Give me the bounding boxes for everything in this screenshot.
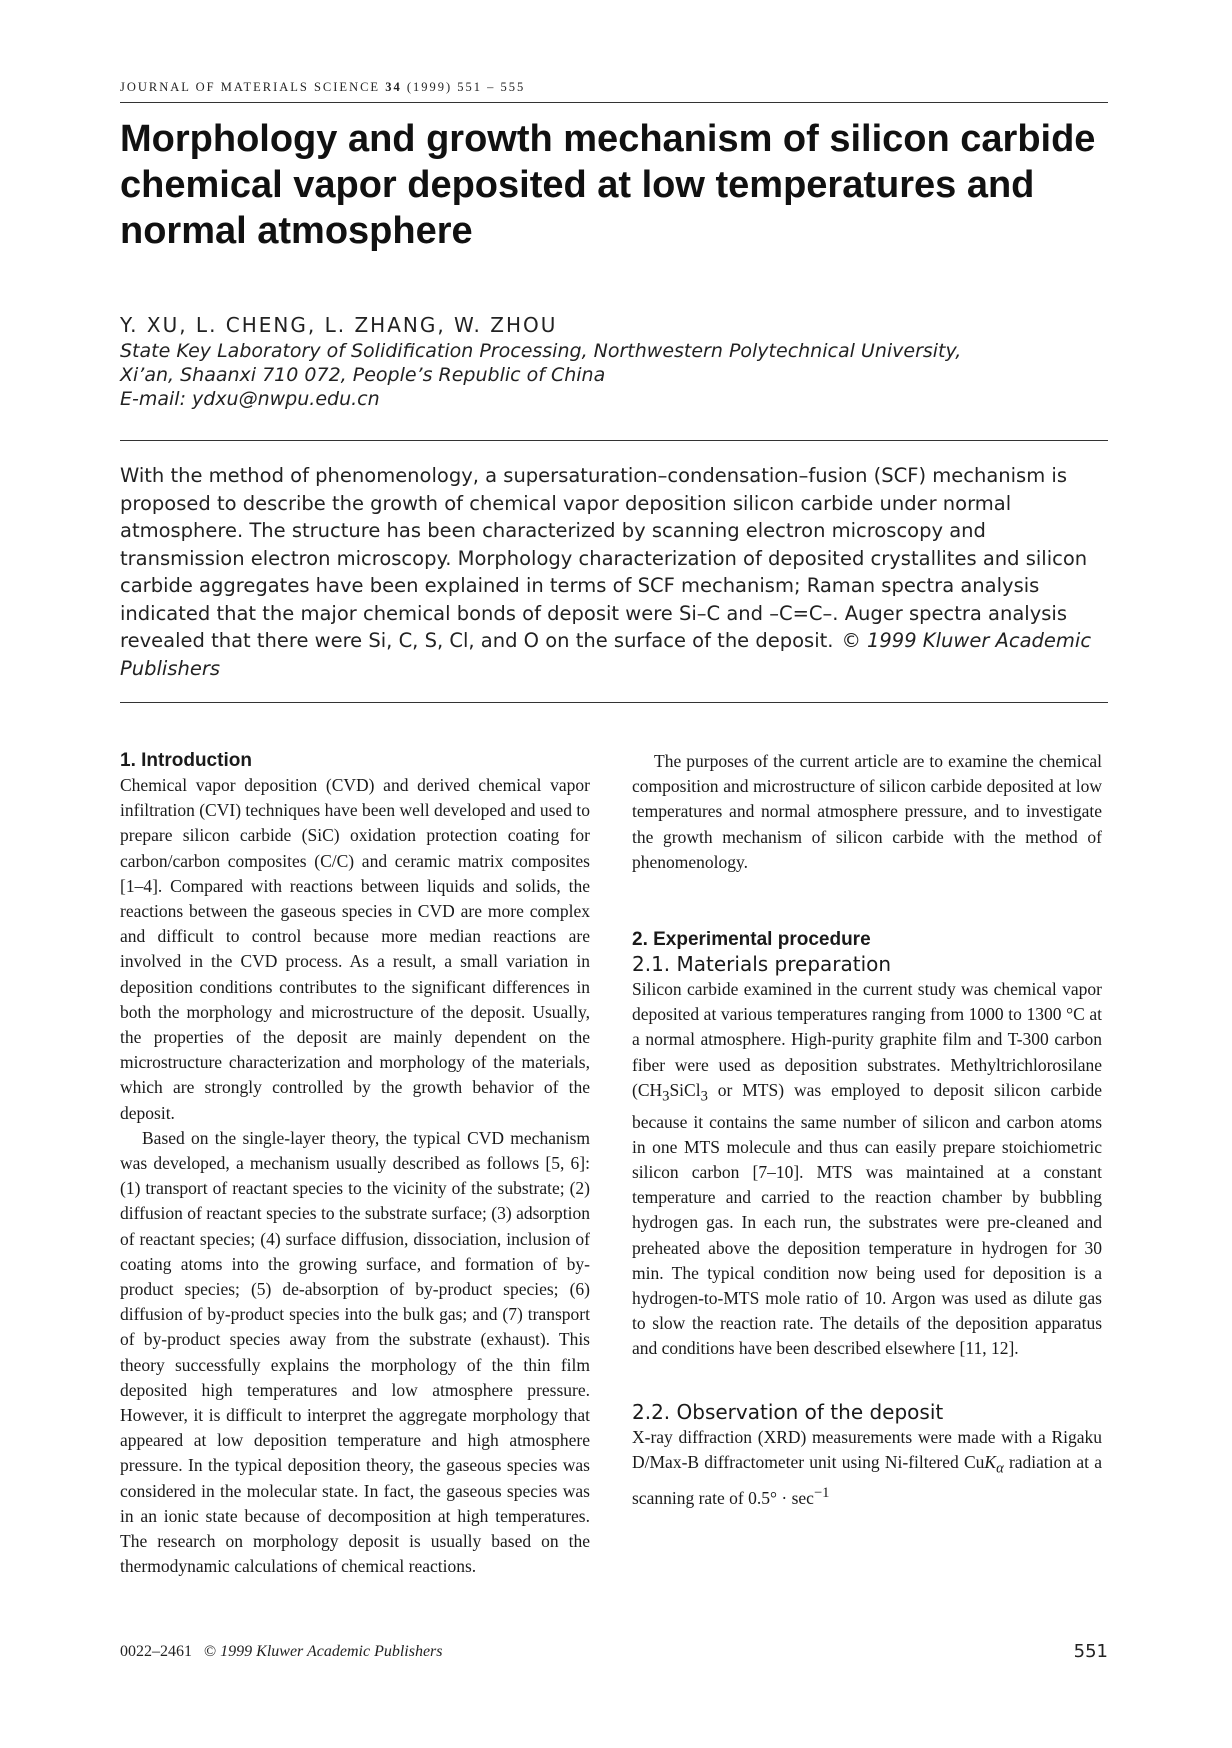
journal-code: 0022–2461 — [120, 1643, 192, 1660]
copyright-icon: © — [841, 629, 861, 652]
footer-citation — [120, 1643, 443, 1661]
author-list: Y. XU, L. CHENG, L. ZHANG, W. ZHOU — [120, 313, 558, 337]
intro-paragraph-3: The purposes of the current article are to examine the chemical composition and microstructure of silicon carbide deposited at low temperatures and normal atmosphere pressure, and to investigate the growth mechanism of silicon carbide with the method of phenomenology. — [632, 751, 1102, 872]
page-number: 551 — [1073, 1641, 1108, 1662]
copyright-icon: © — [204, 1643, 217, 1660]
footer-publisher: 1999 Kluwer Academic Publishers — [220, 1643, 443, 1660]
author-email[interactable]: E-mail: ydxu@nwpu.edu.cn — [120, 388, 380, 410]
affiliation-line-1: State Key Laboratory of Solidification Processing, Northwestern Polytechnical University, — [120, 340, 962, 362]
abstract — [120, 462, 1108, 682]
subsection-heading-materials: 2.1. Materials preparation — [632, 952, 892, 977]
running-head — [120, 80, 525, 95]
abstract-text: With the method of phenomenology, a supersaturation–condensation–fusion (SCF) mechanism is proposed to describe the growth of chemical vapor deposition silicon carbide under normal atmosphere. The structure has been characterized by scanning electron microscopy and transmission electron microscopy. Morphology characterization of deposited crystallites and silicon carbide aggregates have been explained in terms of SCF mechanism; Raman spectra analysis indicated that the major chemical bonds of deposit were Si–C and –C=C–. Auger spectra analysis revealed that there were Si, C, S, Cl, and O on the surface of the deposit. — [120, 464, 1088, 652]
section-heading-introduction: 1. Introduction — [120, 750, 252, 771]
header-rule — [120, 102, 1108, 103]
intro-paragraph-2: Based on the single-layer theory, the typical CVD mechanism was developed, a mechanism usually described as follows [5, 6]: (1) transport of reactant species to the vicinity of the substrate; (2) diffusion of reactant species to the substrate surface; (3) adsorption of reactant species; (4) surface diffusion, dissociation, inclusion of coating atoms into the growing surface, and formation of by-product species; (5) de-absorption of by-product species; (6) diffusion of by-product species into the bulk gas; and (7) transport of by-product species away from the substrate (exhaust). This theory successfully explains the morphology of the thin film deposited high temperatures and low atmosphere pressure. However, it is difficult to interpret the aggregate morphology that appeared at low deposition temperature and high atmosphere pressure. In the typical deposition theory, the gaseous species was considered in the molecular state. In fact, the gaseous species was in an ionic state because of decomposition at high temperatures. The research on morphology deposit is usually based on the thermodynamic calculations of chemical reactions. — [120, 1127, 590, 1577]
journal-volume: 34 — [385, 80, 402, 94]
journal-name: JOURNAL OF MATERIALS SCIENCE — [120, 80, 381, 94]
observation-paragraph: X-ray diffraction (XRD) measurements were made with a Rigaku D/Max-B diffractometer unit using Ni-filtered CuK$_\alpha$ radiation at a scanning rate of $0.5^\circ \cdot \sec^{-1}$ — [632, 1426, 1102, 1509]
abstract-copyright: 1999 Kluwer Academic Publishers — [120, 629, 1092, 680]
paper-page — [120, 0, 1108, 1748]
column-left — [120, 748, 590, 1580]
paper-title: Morphology and growth mechanism of silicon carbide chemical vapor deposited at low temperatures and normal atmosphere — [120, 118, 1096, 252]
section-heading-experimental: 2. Experimental procedure — [632, 929, 871, 951]
abstract-top-rule — [120, 440, 1108, 441]
abstract-bottom-rule — [120, 702, 1108, 703]
column-right — [632, 749, 1102, 1512]
affiliation-line-2: Xi’an, Shaanxi 710 072, People’s Republic of China — [120, 364, 606, 386]
intro-paragraph-1: Chemical vapor deposition (CVD) and derived chemical vapor infiltration (CVI) techniques have been well developed and used to prepare silicon carbide (SiC) oxidation protection coating for carbon/carbon composites (C/C) and ceramic matrix composites [1–4]. Compared with reactions between liquids and solids, the reactions between the gaseous species in CVD are more complex and difficult to control because more median reactions are involved in the CVD process. As a result, a small variation in deposition conditions contributes to the significant differences in both the morphology and microstructure of the deposit. Usually, the properties of the deposit are mainly dependent on the microstructure characterization and morphology of the materials, which are strongly controlled by the growth behavior of the deposit. — [120, 775, 590, 1123]
journal-year-pages: (1999) 551 – 555 — [406, 80, 526, 94]
materials-paragraph: Silicon carbide examined in the current study was chemical vapor deposited at various temperatures ranging from 1000 to 1300 °C at a normal atmosphere. High-purity graphite film and T-300 carbon fiber were used as deposition substrates. Methyltrichlorosilane ($CH_3SiCl_3$ or MTS) was employed to deposit silicon carbide because it contains the same number of silicon and carbon atoms in one MTS molecule and thus can easily prepare stoichiometric silicon carbon [7–10]. MTS was maintained at a constant temperature and carried to the reaction chamber by bubbling hydrogen gas. In each run, the substrates were pre-cleaned and preheated above the deposition temperature in hydrogen for 30 min. The typical condition now being used for deposition is a hydrogen-to-MTS mole ratio of 10. Argon was used as dilute gas to slow the reaction rate. The details of the deposition apparatus and conditions have been described elsewhere [11, 12]. — [632, 979, 1102, 1359]
subsection-heading-observation: 2.2. Observation of the deposit — [632, 1399, 944, 1424]
